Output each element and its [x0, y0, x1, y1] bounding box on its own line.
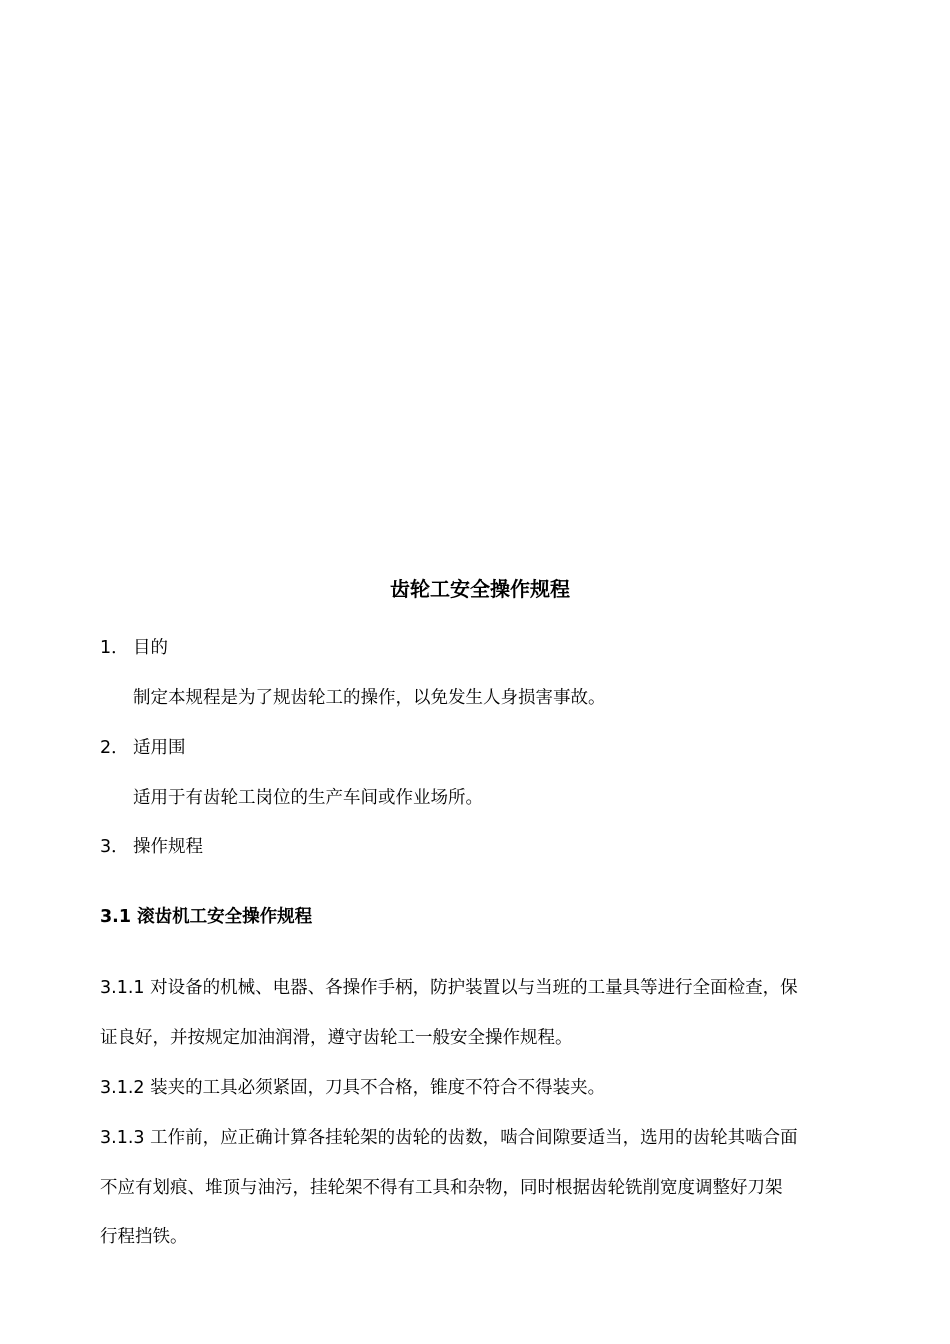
scope-paragraph: 适用于有齿轮工岗位的生产车间或作业场所。 — [133, 788, 483, 808]
clause-3-1-3-line-3: 行程挡铁。 — [100, 1227, 188, 1247]
section-heading-text: 目的 — [133, 638, 168, 658]
section-number: 1． — [100, 638, 129, 658]
purpose-paragraph: 制定本规程是为了规齿轮工的操作，以免发生人身损害事故。 — [133, 688, 606, 708]
section-1-heading — [100, 636, 168, 660]
clause-3-1-3-line-1: 3.1.3 工作前，应正确计算各挂轮架的齿轮的齿数，啮合间隙要适当，选用的齿轮其啮合面 — [100, 1128, 798, 1148]
clause-3-1-1-line-2: 证良好，并按规定加油润滑，遵守齿轮工一般安全操作规程。 — [100, 1028, 573, 1048]
section-3-heading — [100, 835, 203, 859]
subsection-title: 3.1 滚齿机工安全操作规程 — [100, 907, 313, 927]
section-number: 2． — [100, 738, 129, 758]
clause-3-1-1-line-1: 3.1.1 对设备的机械、电器、各操作手柄，防护装置以与当班的工量具等进行全面检查，保 — [100, 978, 798, 998]
section-heading-text: 操作规程 — [133, 837, 203, 857]
document-title: 齿轮工安全操作规程 — [390, 577, 570, 601]
section-heading-text: 适用围 — [133, 738, 186, 758]
clause-3-1-3-line-2: 不应有划痕、堆顶与油污，挂轮架不得有工具和杂物，同时根据齿轮铣削宽度调整好刀架 — [100, 1178, 783, 1198]
clause-3-1-2-line-1: 3.1.2 装夹的工具必须紧固，刀具不合格，锥度不符合不得装夹。 — [100, 1078, 606, 1098]
section-2-heading — [100, 736, 186, 760]
section-number: 3． — [100, 837, 129, 857]
